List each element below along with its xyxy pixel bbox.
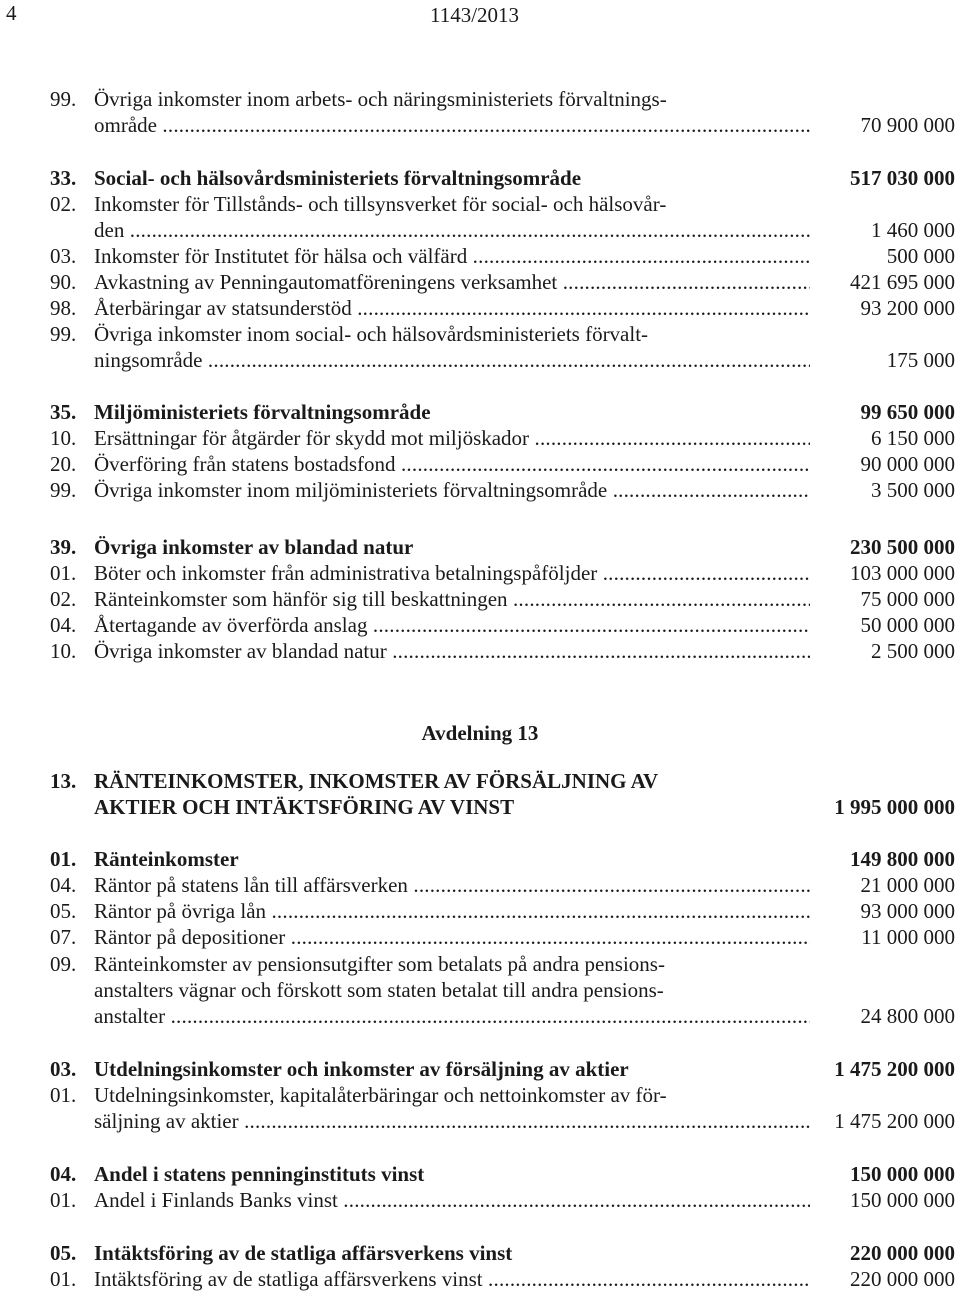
item-number: 90.: [50, 270, 77, 294]
section-heading: Avdelning 13: [421, 721, 539, 745]
table-row: [50, 898, 955, 924]
table-row: [50, 165, 955, 191]
item-text: Social- och hälsovårdsministeriets förvaltningsområde: [94, 166, 582, 190]
page-number: 4: [6, 1, 17, 25]
item-amount: 3 500 000: [871, 478, 955, 502]
table-row: [50, 1240, 955, 1266]
item-number: 04.: [50, 873, 77, 897]
item-text: Ränteinkomster: [94, 847, 239, 871]
item-number: 02.: [50, 587, 77, 611]
item-amount: 103 000 000: [850, 561, 955, 585]
item-text: AKTIER OCH INTÄKTSFÖRING AV VINST: [94, 795, 515, 819]
item-text: Återbäringar av statsunderstöd .....: [94, 295, 810, 321]
table-row: [50, 295, 955, 321]
item-amount: 75 000 000: [860, 587, 955, 611]
item-text: Utdelningsinkomster och inkomster av försäljning av aktier: [94, 1057, 629, 1081]
table-row: [50, 243, 955, 269]
item-text: Utdelningsinkomster, kapitalåterbäringar och nettoinkomster av för-: [94, 1083, 667, 1107]
item-text: anstalters vägnar och förskott som staten betalat till andra pensions-: [94, 978, 664, 1002]
table-row: [50, 217, 955, 243]
item-amount: 150 000 000: [850, 1162, 955, 1186]
item-number: 02.: [50, 192, 77, 216]
table-row: [50, 534, 955, 560]
item-text: säljning av aktier .....: [94, 1108, 810, 1134]
item-number: 04.: [50, 1162, 77, 1186]
item-amount: 93 000 000: [860, 899, 955, 923]
item-text: Ersättningar för åtgärder för skydd mot miljöskador .....: [94, 425, 810, 451]
item-number: 04.: [50, 613, 77, 637]
item-amount: 11 000 000: [861, 925, 955, 949]
item-number: 39.: [50, 535, 77, 559]
item-text: Övriga inkomster inom miljöministeriets förvaltningsområde .....: [94, 477, 810, 503]
item-text: RÄNTEINKOMSTER, INKOMSTER AV FÖRSÄLJNING AV: [94, 769, 659, 793]
table-row: [50, 477, 955, 503]
item-amount: 50 000 000: [860, 613, 955, 637]
item-amount: 421 695 000: [850, 270, 955, 294]
table-row: [50, 112, 955, 138]
item-number: 01.: [50, 561, 77, 585]
item-amount: 99 650 000: [860, 400, 955, 424]
table-row: [50, 872, 955, 898]
item-amount: 1 475 200 000: [834, 1057, 955, 1081]
table-row: [50, 191, 955, 217]
item-amount: 150 000 000: [850, 1188, 955, 1212]
item-number: 20.: [50, 452, 77, 476]
item-amount: 21 000 000: [860, 873, 955, 897]
item-amount: 6 150 000: [871, 426, 955, 450]
item-text: Räntor på depositioner .....: [94, 924, 810, 950]
item-number: 09.: [50, 952, 77, 976]
item-number: 03.: [50, 1057, 77, 1081]
table-row: [50, 638, 955, 664]
table-row: [50, 924, 955, 950]
table-row: [50, 399, 955, 425]
item-amount: 90 000 000: [860, 452, 955, 476]
item-number: 99.: [50, 322, 77, 346]
item-number: 99.: [50, 478, 77, 502]
item-number: 35.: [50, 400, 77, 424]
item-number: 07.: [50, 925, 77, 949]
item-number: 10.: [50, 426, 77, 450]
item-text: Miljöministeriets förvaltningsområde: [94, 400, 431, 424]
item-number: 05.: [50, 1241, 77, 1265]
table-row: [50, 1266, 955, 1292]
item-text: Intäktsföring av de statliga affärsverkens vinst .....: [94, 1266, 810, 1292]
item-text: Ränteinkomster som hänför sig till beskattningen .....: [94, 586, 810, 612]
item-text: Övriga inkomster inom arbets- och näringsministeriets förvaltnings-: [94, 87, 667, 111]
table-row: [50, 425, 955, 451]
item-text: Övriga inkomster inom social- och hälsovårdsministeriets förvalt-: [94, 322, 649, 346]
table-row: [50, 321, 955, 347]
item-amount: 175 000: [886, 348, 955, 372]
item-text: Intäktsföring av de statliga affärsverkens vinst: [94, 1241, 513, 1265]
item-number: 33.: [50, 166, 77, 190]
item-text: Andel i statens penninginstituts vinst: [94, 1162, 425, 1186]
table-row: [50, 951, 955, 977]
document-reference: 1143/2013: [430, 3, 520, 27]
item-number: 01.: [50, 847, 77, 871]
item-text: Böter och inkomster från administrativa betalningspåföljder .....: [94, 560, 810, 586]
item-text: Överföring från statens bostadsfond .....: [94, 451, 810, 477]
item-amount: 1 475 200 000: [834, 1109, 955, 1133]
item-text: Räntor på statens lån till affärsverken .....: [94, 872, 810, 898]
table-row: [50, 86, 955, 112]
table-row: [50, 347, 955, 373]
item-amount: 24 800 000: [860, 1004, 955, 1028]
item-amount: 230 500 000: [850, 535, 955, 559]
item-amount: 93 200 000: [860, 296, 955, 320]
item-text: Återtagande av överförda anslag .....: [94, 612, 810, 638]
table-row: [50, 1108, 955, 1134]
item-text: Övriga inkomster av blandad natur: [94, 535, 414, 559]
item-number: 10.: [50, 639, 77, 663]
table-row: [50, 1082, 955, 1108]
item-text: Övriga inkomster av blandad natur .....: [94, 638, 810, 664]
item-text: den .....: [94, 217, 810, 243]
item-amount: 517 030 000: [850, 166, 955, 190]
item-text: Ränteinkomster av pensionsutgifter som betalats på andra pensions-: [94, 952, 665, 976]
item-amount: 500 000: [886, 244, 955, 268]
item-amount: 2 500 000: [871, 639, 955, 663]
table-row: [50, 794, 955, 820]
item-amount: 1 460 000: [871, 218, 955, 242]
item-number: 01.: [50, 1267, 77, 1291]
table-row: [50, 1187, 955, 1213]
table-row: [50, 586, 955, 612]
table-row: [50, 560, 955, 586]
table-row: [50, 1003, 955, 1029]
item-text: anstalter .....: [94, 1003, 810, 1029]
item-number: 98.: [50, 296, 77, 320]
item-number: 01.: [50, 1083, 77, 1107]
item-text: Avkastning av Penningautomatföreningens verksamhet .....: [94, 269, 810, 295]
table-row: [50, 1056, 955, 1082]
table-row: [50, 1161, 955, 1187]
table-row: [50, 977, 955, 1003]
item-number: 05.: [50, 899, 77, 923]
table-row: [50, 768, 955, 794]
table-row: [50, 846, 955, 872]
item-amount: 220 000 000: [850, 1267, 955, 1291]
item-text: Inkomster för Institutet för hälsa och välfärd .....: [94, 243, 810, 269]
item-amount: 70 900 000: [860, 113, 955, 137]
item-number: 13.: [50, 769, 77, 793]
table-row: [50, 451, 955, 477]
item-text: Andel i Finlands Banks vinst .....: [94, 1187, 810, 1213]
item-text: Inkomster för Tillstånds- och tillsynsverket för social- och hälsovår-: [94, 192, 667, 216]
item-amount: 149 800 000: [850, 847, 955, 871]
table-row: [50, 269, 955, 295]
table-row: [50, 612, 955, 638]
item-text: ningsområde .....: [94, 347, 810, 373]
item-amount: 1 995 000 000: [834, 795, 955, 819]
item-text: område .....: [94, 112, 810, 138]
item-text: Räntor på övriga lån .....: [94, 898, 810, 924]
item-amount: 220 000 000: [850, 1241, 955, 1265]
item-number: 99.: [50, 87, 77, 111]
item-number: 03.: [50, 244, 77, 268]
item-number: 01.: [50, 1188, 77, 1212]
